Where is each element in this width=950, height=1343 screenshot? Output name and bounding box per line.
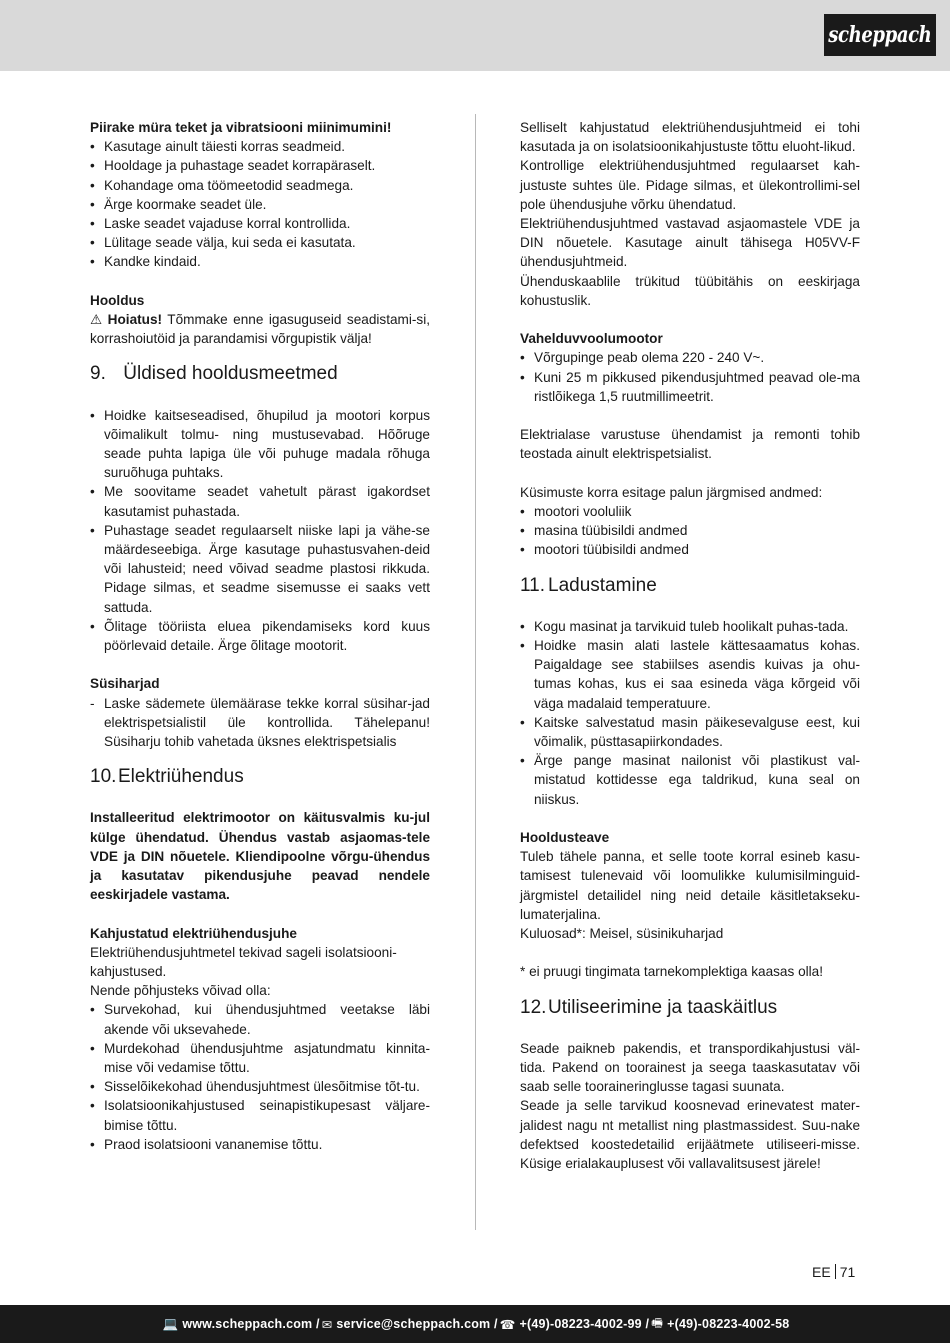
section-9-list	[90, 406, 430, 656]
list-item: • Survekohad, kui ühendusjuhtmed veetakse läbi akende või uksevahede.	[90, 1000, 430, 1038]
section-title: Elektriühendus	[118, 766, 244, 788]
section-title: Üldised hooldusmeetmed	[123, 363, 338, 385]
list-item: • Hooldage ja puhastage seadet korrapäraselt.	[90, 156, 430, 175]
ac-motor-list	[520, 348, 860, 406]
paragraph: Elektrialase varustuse ühendamist ja remonti tohib teostada ainult elektrispetsialist.	[520, 427, 860, 462]
footer-website: www.scheppach.com /	[182, 1317, 320, 1331]
paragraph: Seade ja selle tarvikud koosnevad erinevatest mater-jalidest nagu nt metallist ning plastmassidest. Suu-nake defektsed koostedetailid erijäätmete utiliseeri-misse. Küsige erialakauplusest või vallavalitsusest järele!	[520, 1098, 860, 1172]
service-info-title: Hooldusteave	[520, 830, 610, 846]
list-item: • Praod isolatsiooni vananemise tõttu.	[90, 1135, 430, 1154]
paragraph: Elektriühendusjuhtmed vastavad asjaomastele VDE ja DIN nõuetele. Kasutage ainult tähisega H05VV-F ühendusjuhtmeid.	[520, 216, 860, 270]
list-item: • Kuni 25 m pikkused pikendusjuhtmed peavad ole-ma ristlõikega 1,5 ruutmillimeetrit.	[520, 368, 860, 406]
warning-label: Hoiatus!	[107, 312, 163, 328]
list-item: • Võrgupinge peab olema 220 - 240 V~.	[520, 348, 860, 367]
page-number-value: 71	[839, 1264, 856, 1280]
language-code: EE	[812, 1264, 831, 1280]
ac-motor-title: Vahelduvvoolumootor	[520, 331, 663, 347]
paragraph: Tuleb tähele panna, et selle toote korral esineb kasu-tamisest tulenevaid või loomulikke kulumisilminguid-järgmistel detailidel ning neid detaile käsitletakseku-lumaterjalina.	[520, 849, 860, 922]
paragraph: Seade paikneb pakendis, et transpordikahjustusi väl-tida. Pakend on toorainest ja seega taaskasutatav või saab selle tooraineringlusse tagasi suunata.	[520, 1040, 860, 1095]
list-item: • Ärge pange masinat nailonist või plastikust val-mistatud kottidesse ega taldrikud, kuna seal on niiskus.	[520, 751, 860, 809]
fax-icon: 🖷	[651, 1315, 664, 1330]
list-item: • Kasutage ainult täiesti korras seadmeid.	[90, 137, 430, 156]
mail-icon: ✉	[321, 1317, 333, 1332]
list-item: • Laske seadet vajaduse korral kontrollida.	[90, 214, 430, 233]
list-item: • Puhastage seadet regulaarselt niiske lapi ja vähe-se määrdeseebiga. Ärge kasutage puhastusvahen-deid või lahusteid; need võivad seadme plastosi rikkuda. Pidage silmas, et seadme sisemusse ei saaks vett sattuda.	[90, 521, 430, 617]
list-item: • mootori vooluliik	[520, 502, 860, 521]
list-item: • Õlitage tööriista eluea pikendamiseks kord kuus pöörlevaid detaile. Ärge õlitage mootorit.	[90, 617, 430, 655]
list-item: • masina tüübisildi andmed	[520, 521, 860, 540]
section-11-heading	[520, 574, 860, 598]
footnote: * ei pruugi tingimata tarnekomplektiga kaasas olla!	[520, 964, 824, 980]
list-item: • Hoidke masin alati lastele kättesaamatus kohas. Paigaldage see stabiilses asendis kuivas ja ohu-tumas kohas, kus ei saa esineda väga kõrgeid või väga madalaid temperatuure.	[520, 636, 860, 713]
section-10-heading	[90, 765, 430, 789]
list-item: • mootori tüübisildi andmed	[520, 540, 860, 559]
paragraph: Selliselt kahjustatud elektriühendusjuhtmeid ei tohi kasutada ja on isolatsioonikahjustuste tõttu eluoht-likud.	[520, 120, 860, 155]
list-item: • Kandke kindaid.	[90, 252, 430, 271]
left-column	[90, 118, 430, 1154]
section-number: 12.	[520, 996, 547, 1018]
page-number	[812, 1264, 855, 1280]
brushes-title: Süsiharjad	[90, 676, 160, 692]
paragraph: Ühenduskaablile trükitud tüübitähis on eeskirjaga kohustuslik.	[520, 273, 860, 308]
section-number: 11.	[520, 574, 546, 596]
list-item: • Hoidke kaitseseadised, õhupilud ja mootori korpus võimalikult tolmu- ning mustusevabad. Hõõruge seade puhta lapiga üle või puhuge madala rõhuga suruõhuga puhtaks.	[90, 406, 430, 483]
column-divider	[475, 114, 476, 1230]
list-item: - Laske sädemete ülemäärase tekke korral süsihar-jad elektrispetsialistil üle kontrollida. Tähelepanu! Süsiharju tohib vahetada üksnes elektrispetsialis	[90, 694, 430, 752]
scheppach-logo	[824, 14, 936, 56]
footer-phone: +(49)-08223-4002-99 /	[519, 1317, 650, 1331]
section-number: 10.	[90, 766, 117, 788]
damaged-cable-title: Kahjustatud elektriühendusjuhe	[90, 925, 297, 941]
section-title: Utiliseerimine ja taaskäitlus	[548, 996, 778, 1018]
section-10-intro: Installeeritud elektrimootor on käitusvalmis ku-jul külge ühendatud. Ühendus vastab asjaomas-tele VDE ja DIN nõuetele. Kliendipoolne võrgu-ühendus ja kasutatav pikendusjuhe peavad nendele eeskirjadele vastama.	[90, 810, 430, 903]
paragraph: Kuluosad*: Meisel, süsinikuharjad	[520, 926, 724, 942]
noise-title: Piirake müra teket ja vibratsiooni miinimumini!	[90, 120, 392, 135]
computer-icon: 💻	[162, 1316, 179, 1331]
phone-icon: ☎	[499, 1317, 516, 1332]
paragraph: Kontrollige elektriühendusjuhtmed regulaarset kah-justuste suhtes üle. Pidage silmas, et ülekontrollimi-sel pole ühendusjuhe võrku ühendatud.	[520, 158, 860, 212]
section-12-heading	[520, 996, 860, 1020]
damaged-cable-text: Elektriühendusjuhtmetel tekivad sageli isolatsiooni-kahjustused.	[90, 944, 397, 980]
info-list	[520, 502, 860, 560]
list-item: • Kohandage oma töömeetodid seadmega.	[90, 176, 430, 195]
damaged-cable-causes-intro: Nende põhjusteks võivad olla:	[90, 983, 271, 999]
list-item: • Ärge koormake seadet üle.	[90, 195, 430, 214]
list-item: • Sisselõikekohad ühendusjuhtmest ülesõitmise tõt-tu.	[90, 1077, 430, 1096]
paragraph: Küsimuste korra esitage palun järgmised andmed:	[520, 484, 823, 500]
section-number: 9.	[90, 363, 106, 385]
header-band	[0, 0, 950, 71]
logo-text: scheppach	[828, 22, 932, 48]
footer-fax: +(49)-08223-4002-58	[667, 1317, 790, 1331]
list-item: • Kaitske salvestatud masin päikesevalguse eest, kui võimalik, püsttasapiirkondades.	[520, 713, 860, 751]
list-item: • Murdekohad ühendusjuhtme asjatundmatu kinnita-mise või vedamise tõttu.	[90, 1039, 430, 1077]
list-item: • Lülitage seade välja, kui seda ei kasutata.	[90, 233, 430, 252]
footer-email: service@scheppach.com /	[336, 1317, 498, 1331]
maintenance-warning	[90, 310, 430, 348]
brushes-list	[90, 694, 430, 752]
damaged-cable-list	[90, 1000, 430, 1154]
section-title: Ladustamine	[548, 574, 657, 596]
right-column	[520, 118, 860, 1173]
section-9-heading	[90, 362, 430, 386]
noise-list	[90, 137, 430, 271]
list-item: • Isolatsioonikahjustused seinapistikupesast väljare-bimise tõttu.	[90, 1096, 430, 1134]
section-11-list	[520, 617, 860, 809]
page-number-separator	[835, 1264, 836, 1279]
warning-text: Tõmmake enne igasuguseid seadistami-si, korrashoiutöid ja parandamisi võrgupistik välja!	[90, 312, 431, 347]
maintenance-title: Hooldus	[90, 292, 145, 308]
warning-icon: ⚠	[90, 312, 103, 328]
list-item: • Kogu masinat ja tarvikuid tuleb hoolikalt puhas-tada.	[520, 617, 860, 636]
list-item: • Me soovitame seadet vahetult pärast igakordset kasutamist puhastada.	[90, 482, 430, 520]
footer-bar	[0, 1305, 950, 1343]
